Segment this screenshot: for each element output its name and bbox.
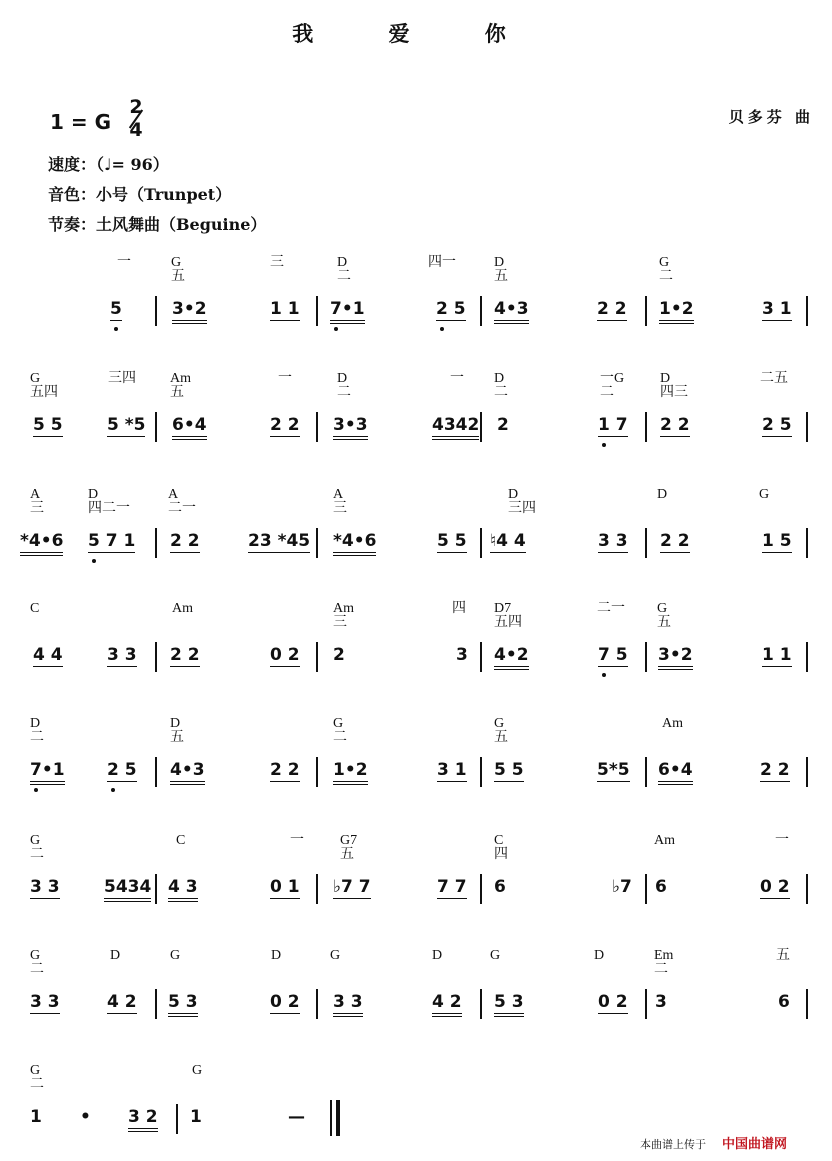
chord-label: G — [759, 487, 770, 502]
note-group: 3 3 — [598, 531, 628, 551]
chord-degree: 五 — [657, 615, 671, 630]
chord-degree: 三 — [333, 615, 347, 630]
chord-label: Am — [172, 601, 193, 616]
chord-degree: 五 — [170, 730, 184, 745]
note-group: 2 — [497, 415, 509, 435]
chord-label: 一 — [450, 371, 464, 386]
chord-label: C — [494, 833, 504, 848]
note-group: 5*5 — [597, 760, 630, 780]
octave-dot — [92, 559, 96, 563]
note-group: 5 — [110, 299, 122, 319]
chord-label: D — [594, 948, 605, 963]
bar-line — [316, 528, 318, 558]
chord-degree: 二 — [654, 962, 668, 977]
note-group: 7 7 — [437, 877, 467, 897]
bar-line — [155, 874, 157, 904]
composer-credit: 贝多芬 曲 — [728, 108, 814, 126]
chord-degree: 二 — [30, 730, 44, 745]
chord-degree: 四 — [494, 847, 508, 862]
note-group: 1 — [190, 1107, 202, 1127]
chord-label: G — [170, 948, 181, 963]
note-group: 6•4 — [658, 760, 693, 785]
chord-label: 一 — [775, 833, 789, 848]
note-group: 7•1 — [30, 760, 65, 785]
chord-label: 五 — [776, 948, 790, 963]
note-group: 0 2 — [270, 992, 300, 1012]
note-group: *4•6 — [20, 531, 63, 556]
octave-dot — [602, 443, 606, 447]
song-title: 我 爱 你 — [292, 21, 540, 46]
chord-label: D — [337, 371, 348, 386]
note-group: — — [288, 1107, 305, 1127]
chord-degree: 五 — [170, 385, 184, 400]
note-group: ♮4 4 — [490, 531, 526, 551]
note-group: 3•2 — [172, 299, 207, 324]
chord-degree: 二 — [337, 269, 351, 284]
note-group: 4342 — [432, 415, 479, 440]
note-group: 4 4 — [33, 645, 63, 665]
bar-line — [480, 412, 482, 442]
chord-degree: 二 — [494, 385, 508, 400]
note-group: 23 *45 — [248, 531, 311, 551]
note-group: 2 2 — [660, 415, 690, 435]
note-group: 4•3 — [494, 299, 529, 324]
chord-label: D — [170, 716, 181, 731]
note-group: 5 5 — [437, 531, 467, 551]
chord-label: G — [494, 716, 505, 731]
note-group: 2 5 — [107, 760, 137, 780]
note-group: 2 — [333, 645, 345, 665]
tempo-line: 速度：（♩= 96） — [48, 155, 169, 174]
bar-line — [645, 874, 647, 904]
note-group: 2 2 — [170, 531, 200, 551]
chord-label: G — [30, 1063, 41, 1078]
octave-dot — [34, 788, 38, 792]
note-group: 5 3 — [494, 992, 524, 1017]
chord-degree: 二 — [659, 269, 673, 284]
bar-line — [480, 989, 482, 1019]
chord-label: 三 — [270, 255, 284, 270]
note-group: 0 2 — [598, 992, 628, 1012]
note-group: 2 2 — [270, 415, 300, 435]
note-group: 3 — [655, 992, 667, 1012]
note-group: 1 — [30, 1107, 42, 1127]
chord-label: D — [337, 255, 348, 270]
note-group: 6 — [655, 877, 667, 897]
note-group: 5434 — [104, 877, 151, 902]
chord-label: C — [30, 601, 40, 616]
bar-line — [155, 528, 157, 558]
bar-line — [176, 1104, 178, 1134]
note-group: 2 2 — [660, 531, 690, 551]
note-group: 2 2 — [170, 645, 200, 665]
note-group: 1•2 — [659, 299, 694, 324]
chord-label: C — [176, 833, 186, 848]
bar-line — [806, 528, 808, 558]
chord-label: D — [660, 371, 671, 386]
note-group: 5 5 — [494, 760, 524, 780]
chord-label: 一 — [290, 833, 304, 848]
chord-degree: 五 — [171, 269, 185, 284]
chord-label: G — [171, 255, 182, 270]
bar-line — [480, 296, 482, 326]
chord-label: G — [659, 255, 670, 270]
bar-line — [155, 642, 157, 672]
bar-line — [645, 757, 647, 787]
note-group: 4 2 — [107, 992, 137, 1012]
octave-dot — [114, 327, 118, 331]
note-group: 0 2 — [270, 645, 300, 665]
bar-line — [480, 528, 482, 558]
chord-label: G — [490, 948, 501, 963]
chord-label: D — [508, 487, 519, 502]
chord-label: G — [192, 1063, 203, 1078]
chord-label: 四 — [452, 601, 466, 616]
chord-label: A — [333, 487, 344, 502]
chord-degree: 五四 — [494, 615, 522, 630]
bar-line — [645, 528, 647, 558]
time-signature-bottom: 4 — [129, 119, 143, 141]
site-logo: 中国曲谱网 — [722, 1137, 788, 1152]
chord-label: 二五 — [760, 371, 788, 386]
note-group: 1 1 — [270, 299, 300, 319]
note-group: ♭7 7 — [333, 877, 371, 897]
note-group: 1•2 — [333, 760, 368, 785]
chord-label: D — [657, 487, 668, 502]
chord-label: G — [30, 948, 41, 963]
note-group: 6 — [494, 877, 506, 897]
chord-degree: 二 — [333, 730, 347, 745]
note-group: 1 1 — [762, 645, 792, 665]
chord-degree: 三 — [333, 501, 347, 516]
note-group: 1 7 — [598, 415, 628, 435]
rhythm-line: 节奏：土风舞曲（Beguine） — [48, 215, 267, 234]
bar-line — [806, 757, 808, 787]
bar-line — [806, 296, 808, 326]
bar-line — [316, 642, 318, 672]
octave-dot — [440, 327, 444, 331]
bar-line — [316, 989, 318, 1019]
chord-label: 三四 — [108, 371, 136, 386]
note-group: 3 3 — [30, 992, 60, 1012]
bar-line — [645, 296, 647, 326]
chord-label: 四一 — [428, 255, 456, 270]
chord-label: Am — [170, 371, 191, 386]
chord-label: G — [657, 601, 668, 616]
bar-line — [806, 989, 808, 1019]
chord-label: G — [30, 833, 41, 848]
final-bar-line — [330, 1100, 340, 1136]
note-group: 3 3 — [333, 992, 363, 1017]
note-group: 5 *5 — [107, 415, 146, 435]
bar-line — [645, 412, 647, 442]
note-group: 4 3 — [168, 877, 198, 902]
note-group: 2 5 — [436, 299, 466, 319]
note-group: 4•3 — [170, 760, 205, 785]
bar-line — [645, 642, 647, 672]
bar-line — [480, 874, 482, 904]
note-group: 3 3 — [30, 877, 60, 897]
chord-label: G — [330, 948, 341, 963]
chord-label: Am — [662, 716, 683, 731]
chord-degree: 二一 — [168, 501, 196, 516]
chord-degree: 五 — [494, 730, 508, 745]
chord-degree: 五四 — [30, 385, 58, 400]
note-group: 3•2 — [658, 645, 693, 670]
chord-label: 一 — [278, 371, 292, 386]
bar-line — [155, 412, 157, 442]
bar-line — [480, 757, 482, 787]
chord-degree: 三四 — [508, 501, 536, 516]
note-group: 3 — [456, 645, 468, 665]
timbre-line: 音色：小号（Trunpet） — [48, 185, 232, 204]
note-group: 7•1 — [330, 299, 365, 324]
octave-dot — [111, 788, 115, 792]
note-group: 0 2 — [760, 877, 790, 897]
chord-degree: 二 — [30, 847, 44, 862]
bar-line — [155, 989, 157, 1019]
time-signature-top: 2 — [129, 96, 143, 118]
note-group: 2 2 — [270, 760, 300, 780]
note-group: 0 1 — [270, 877, 300, 897]
chord-degree: 五 — [340, 847, 354, 862]
note-group: 1 5 — [762, 531, 792, 551]
chord-label: Am — [333, 601, 354, 616]
note-group: 5 5 — [33, 415, 63, 435]
chord-degree: 四二一 — [88, 501, 130, 516]
chord-label: D — [271, 948, 282, 963]
note-group: 4 2 — [432, 992, 462, 1017]
chord-label: 一 — [117, 255, 131, 270]
chord-label: 二一 — [597, 601, 625, 616]
bar-line — [316, 757, 318, 787]
note-group: 3 3 — [107, 645, 137, 665]
note-group: 5 7 1 — [88, 531, 136, 551]
footer-text: 本曲谱上传于 — [640, 1138, 706, 1151]
chord-label: Em — [654, 948, 674, 963]
note-group: 4•2 — [494, 645, 529, 670]
chord-label: D — [110, 948, 121, 963]
chord-label: D — [432, 948, 443, 963]
chord-label: D7 — [494, 601, 512, 616]
note-group: 2 2 — [597, 299, 627, 319]
chord-label: G — [333, 716, 344, 731]
chord-label: Am — [654, 833, 675, 848]
bar-line — [645, 989, 647, 1019]
bar-line — [316, 296, 318, 326]
chord-degree: 二 — [30, 1077, 44, 1092]
chord-degree: 五 — [494, 269, 508, 284]
note-group: ♭7 — [612, 877, 632, 897]
bar-line — [806, 642, 808, 672]
chord-degree: 三 — [30, 501, 44, 516]
chord-label: D — [494, 371, 505, 386]
chord-degree: 二 — [30, 962, 44, 977]
chord-label: D — [88, 487, 99, 502]
bar-line — [155, 757, 157, 787]
chord-label: A — [168, 487, 179, 502]
note-group: 3 1 — [437, 760, 467, 780]
bar-line — [316, 874, 318, 904]
chord-label: D — [494, 255, 505, 270]
note-group: 3 1 — [762, 299, 792, 319]
chord-degree: 四三 — [660, 385, 688, 400]
bar-line — [480, 642, 482, 672]
chord-label: 一G — [600, 371, 625, 386]
chord-label: G7 — [340, 833, 358, 848]
note-group: 6•4 — [172, 415, 207, 440]
note-group: 3•3 — [333, 415, 368, 440]
key-signature: 1 = G — [50, 110, 112, 134]
chord-label: G — [30, 371, 41, 386]
chord-label: D — [30, 716, 41, 731]
note-group: 7 5 — [598, 645, 628, 665]
bar-line — [806, 874, 808, 904]
octave-dot — [334, 327, 338, 331]
time-signature — [124, 98, 148, 140]
chord-degree: 二 — [337, 385, 351, 400]
note-group: 6 — [778, 992, 790, 1012]
bar-line — [155, 296, 157, 326]
bar-line — [316, 412, 318, 442]
note-group: *4•6 — [333, 531, 376, 556]
chord-label: A — [30, 487, 41, 502]
note-group: • — [80, 1107, 91, 1127]
note-group: 5 3 — [168, 992, 198, 1017]
chord-degree: 二 — [600, 385, 614, 400]
note-group: 2 5 — [762, 415, 792, 435]
note-group: 3 2 — [128, 1107, 158, 1132]
octave-dot — [602, 673, 606, 677]
bar-line — [806, 412, 808, 442]
note-group: 2 2 — [760, 760, 790, 780]
